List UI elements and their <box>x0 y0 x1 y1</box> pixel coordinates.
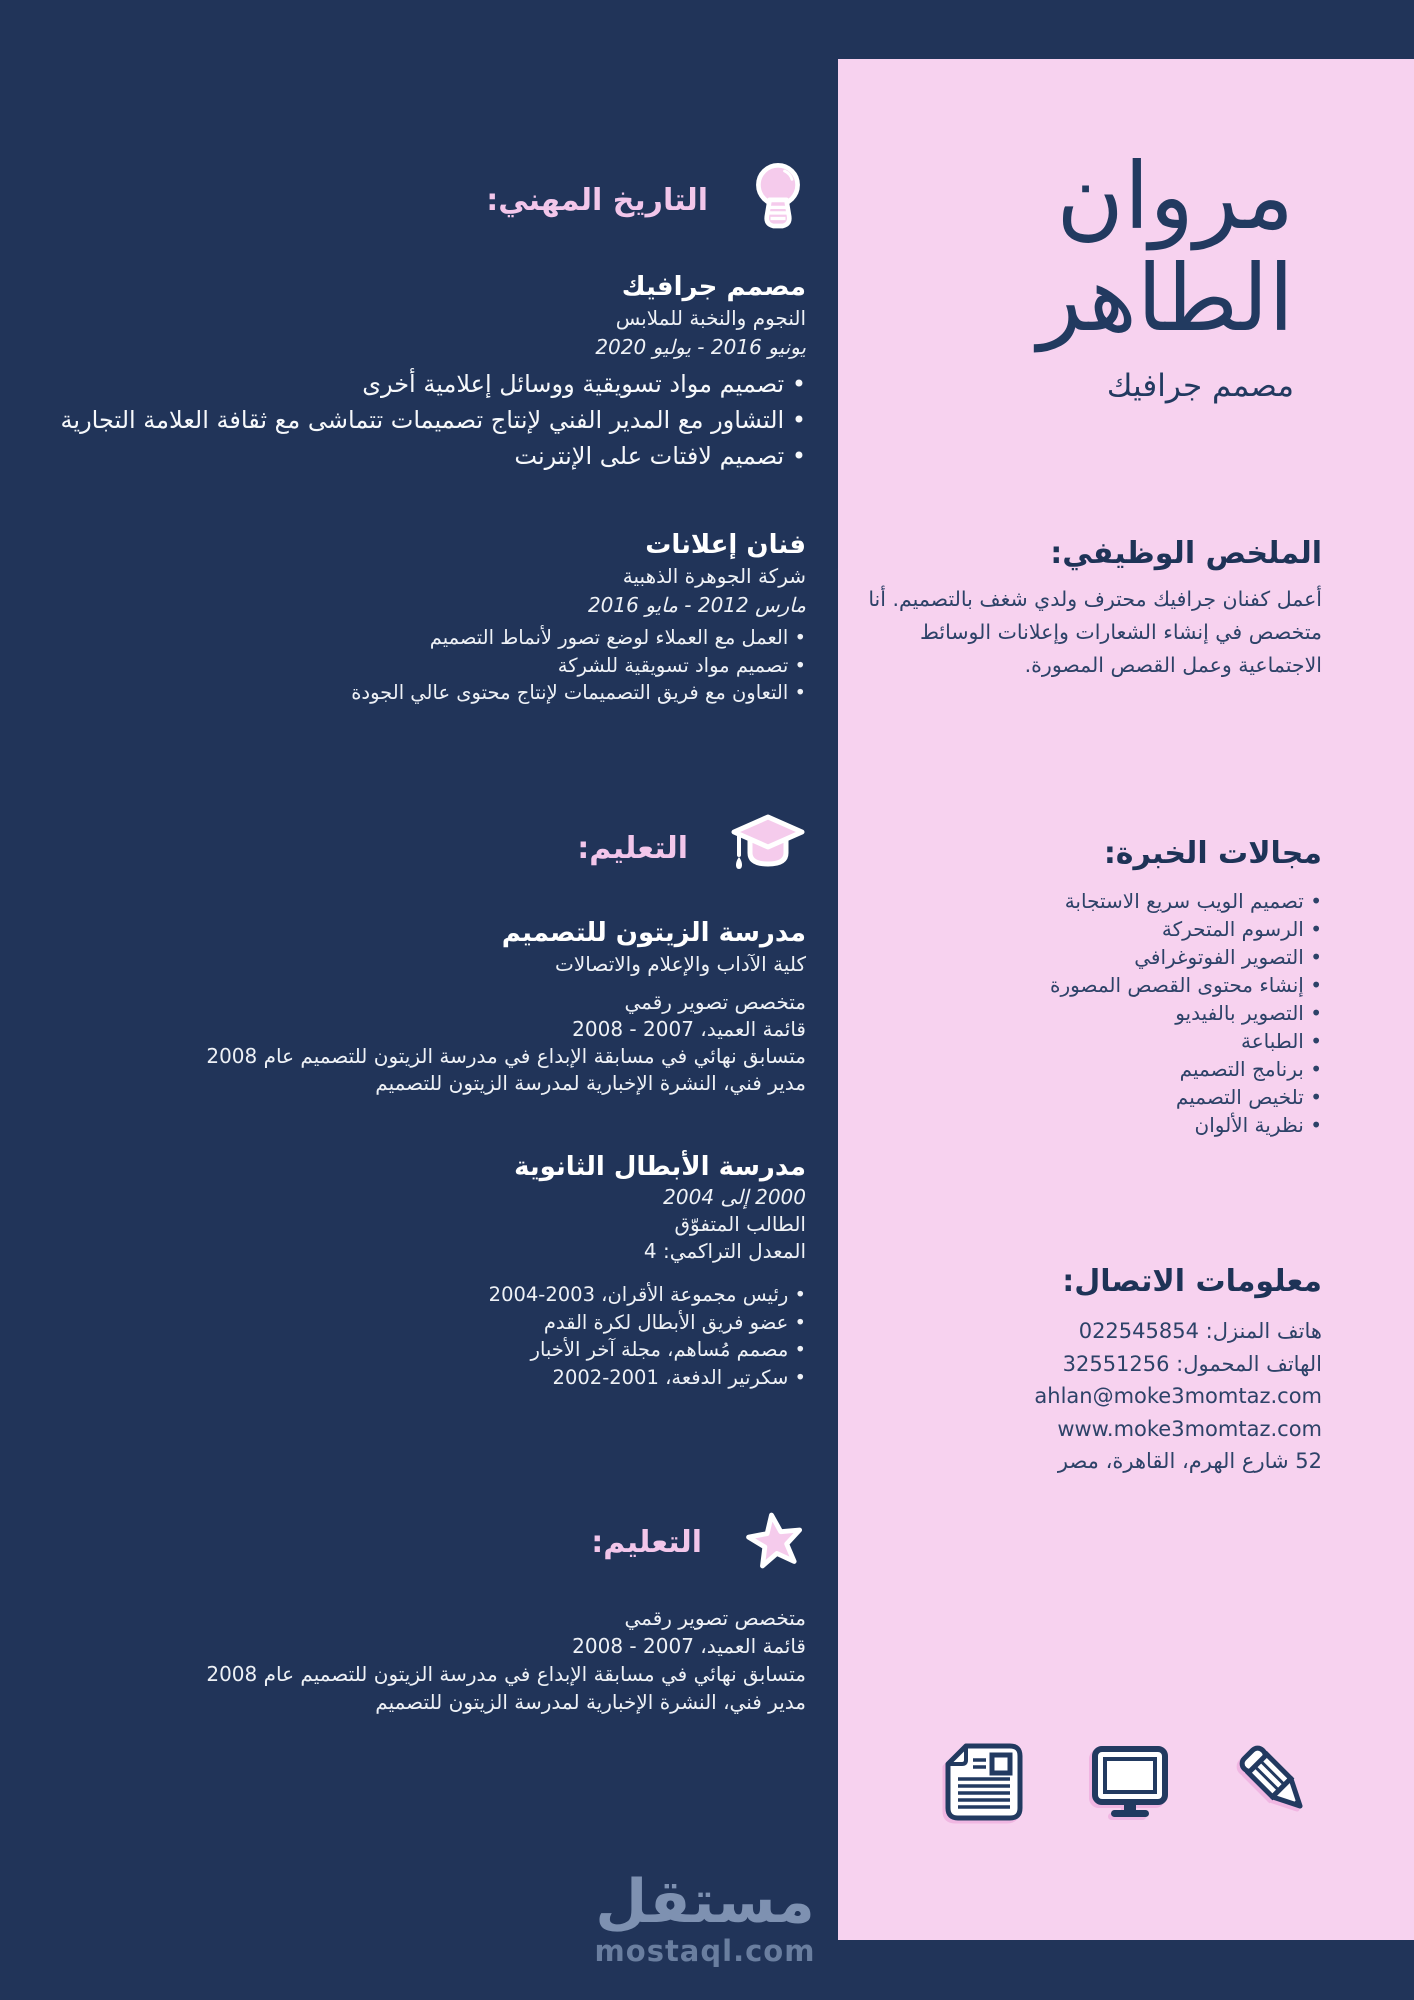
summary-section <box>854 536 1322 682</box>
education-extra-lines <box>40 1604 806 1716</box>
school-faculty: كلية الآداب والإعلام والاتصالات <box>555 952 806 976</box>
job-bullet: • التعاون مع فريق التصميمات لإنتاج محتوى عالي الجودة <box>40 679 806 707</box>
school-name: مدرسة الأبطال الثانوية <box>514 1152 806 1182</box>
school-1 <box>40 916 806 1097</box>
summary-title: الملخص الوظيفي: <box>1050 536 1322 571</box>
school-name: مدرسة الزيتون للتصميم <box>501 918 806 948</box>
pencil-icon <box>1234 1740 1318 1828</box>
lightbulb-icon <box>750 158 806 242</box>
education-extra-section-header <box>40 1506 806 1578</box>
contact-title: معلومات الاتصال: <box>1062 1264 1322 1299</box>
monitor-icon <box>1088 1740 1172 1828</box>
expertise-item: • نظرية الألوان <box>852 1111 1322 1139</box>
contact-address: 52 شارع الهرم، القاهرة، مصر <box>1057 1449 1322 1473</box>
person-name <box>1037 143 1294 352</box>
job-period: مارس 2012 - مايو 2016 <box>587 593 806 617</box>
expertise-section <box>852 836 1322 1139</box>
job-2 <box>40 528 806 620</box>
contact-email: ahlan@moke3momtaz.com <box>1034 1384 1322 1408</box>
job-1 <box>40 270 806 362</box>
history-section-header <box>40 158 806 242</box>
school-bullet: • مصمم مُساهم، مجلة آخر الأخبار <box>40 1336 806 1364</box>
job-title: مصمم جرافيك <box>621 272 806 302</box>
job-bullet: • تصميم لافتات على الإنترنت <box>40 438 806 474</box>
expertise-item: • التصوير الفوتوغرافي <box>852 943 1322 971</box>
education-section-header <box>40 806 806 890</box>
expertise-item: • الطباعة <box>852 1027 1322 1055</box>
school-bullet: • سكرتير الدفعة، 2001-2002 <box>40 1364 806 1392</box>
job-2-bullets <box>40 624 806 707</box>
school-line: المعدل التراكمي: 4 <box>643 1239 806 1263</box>
job-bullet: • التشاور مع المدير الفني لإنتاج تصميمات تتماشى مع ثقافة العلامة التجارية <box>40 402 806 438</box>
school-line: مدير فني، النشرة الإخبارية لمدرسة الزيتون للتصميم <box>375 1690 806 1714</box>
mostaql-domain: mostaql.com <box>594 1934 816 1968</box>
person-role: مصمم جرافيك <box>1106 368 1294 404</box>
education-section-title: التعليم: <box>577 830 688 866</box>
school-line: متخصص تصوير رقمي <box>624 1606 806 1630</box>
school-line: قائمة العميد، 2007 - 2008 <box>572 1634 806 1658</box>
job-bullet: • تصميم مواد تسويقية ووسائل إعلامية أخرى <box>40 366 806 402</box>
school-2 <box>40 1150 806 1391</box>
contact-mobile-phone: الهاتف المحمول: 32551256 <box>1062 1351 1322 1376</box>
star-icon <box>744 1509 806 1575</box>
school-line: متخصص تصوير رقمي <box>624 990 806 1014</box>
school-line: متسابق نهائي في مسابقة الإبداع في مدرسة الزيتون للتصميم عام 2008 <box>206 1044 806 1068</box>
footer-icons <box>942 1740 1318 1828</box>
job-company: شركة الجوهرة الذهبية <box>622 564 806 588</box>
contact-section <box>842 1264 1322 1478</box>
contact-home-phone: هاتف المنزل: 022545854 <box>1078 1319 1322 1343</box>
contact-website: www.moke3momtaz.com <box>1057 1416 1322 1441</box>
expertise-item: • الرسوم المتحركة <box>852 915 1322 943</box>
expertise-item: • برنامج التصميم <box>852 1055 1322 1083</box>
school-line: متسابق نهائي في مسابقة الإبداع في مدرسة الزيتون للتصميم عام 2008 <box>206 1662 806 1686</box>
expertise-item: • تلخيص التصميم <box>852 1083 1322 1111</box>
newspaper-icon <box>942 1740 1026 1828</box>
expertise-item: • تصميم الويب سريع الاستجابة <box>852 887 1322 915</box>
school-line: قائمة العميد، 2007 - 2008 <box>572 1017 806 1041</box>
job-title: فنان إعلانات <box>645 530 806 560</box>
school-bullet: • عضو فريق الأبطال لكرة القدم <box>40 1309 806 1337</box>
job-company: النجوم والنخبة للملابس <box>615 306 806 330</box>
watermark <box>565 1867 845 1968</box>
expertise-item: • إنشاء محتوى القصص المصورة <box>852 971 1322 999</box>
school-bullet: • رئيس مجموعة الأقران، 2003-2004 <box>40 1281 806 1309</box>
school-period: 2000 إلى 2004 <box>663 1185 806 1209</box>
mostaql-logo: مستقل <box>595 1867 815 1937</box>
history-section-title: التاريخ المهني: <box>486 182 708 218</box>
person-name-line2: الطاهر <box>1037 245 1294 352</box>
job-bullet: • تصميم مواد تسويقية للشركة <box>40 652 806 680</box>
summary-body: أعمل كفنان جرافيك محترف ولدي شغف بالتصميم. أنا متخصص في إنشاء الشعارات وإعلانات الوسائط الاجتماعية وعمل القصص المصورة. <box>868 587 1322 677</box>
graduation-cap-icon <box>730 813 806 883</box>
school-line: مدير فني، النشرة الإخبارية لمدرسة الزيتون للتصميم <box>375 1071 806 1095</box>
school-line: الطالب المتفوّق <box>674 1212 806 1236</box>
education-extra-section-title: التعليم: <box>591 1524 702 1560</box>
job-bullet: • العمل مع العملاء لوضع تصور لأنماط التصميم <box>40 624 806 652</box>
job-period: يونيو 2016 - يوليو 2020 <box>595 335 806 359</box>
job-1-bullets <box>40 366 806 474</box>
expertise-item: • التصوير بالفيديو <box>852 999 1322 1027</box>
person-name-line1: مروان <box>1056 143 1294 250</box>
expertise-title: مجالات الخبرة: <box>1103 836 1322 871</box>
